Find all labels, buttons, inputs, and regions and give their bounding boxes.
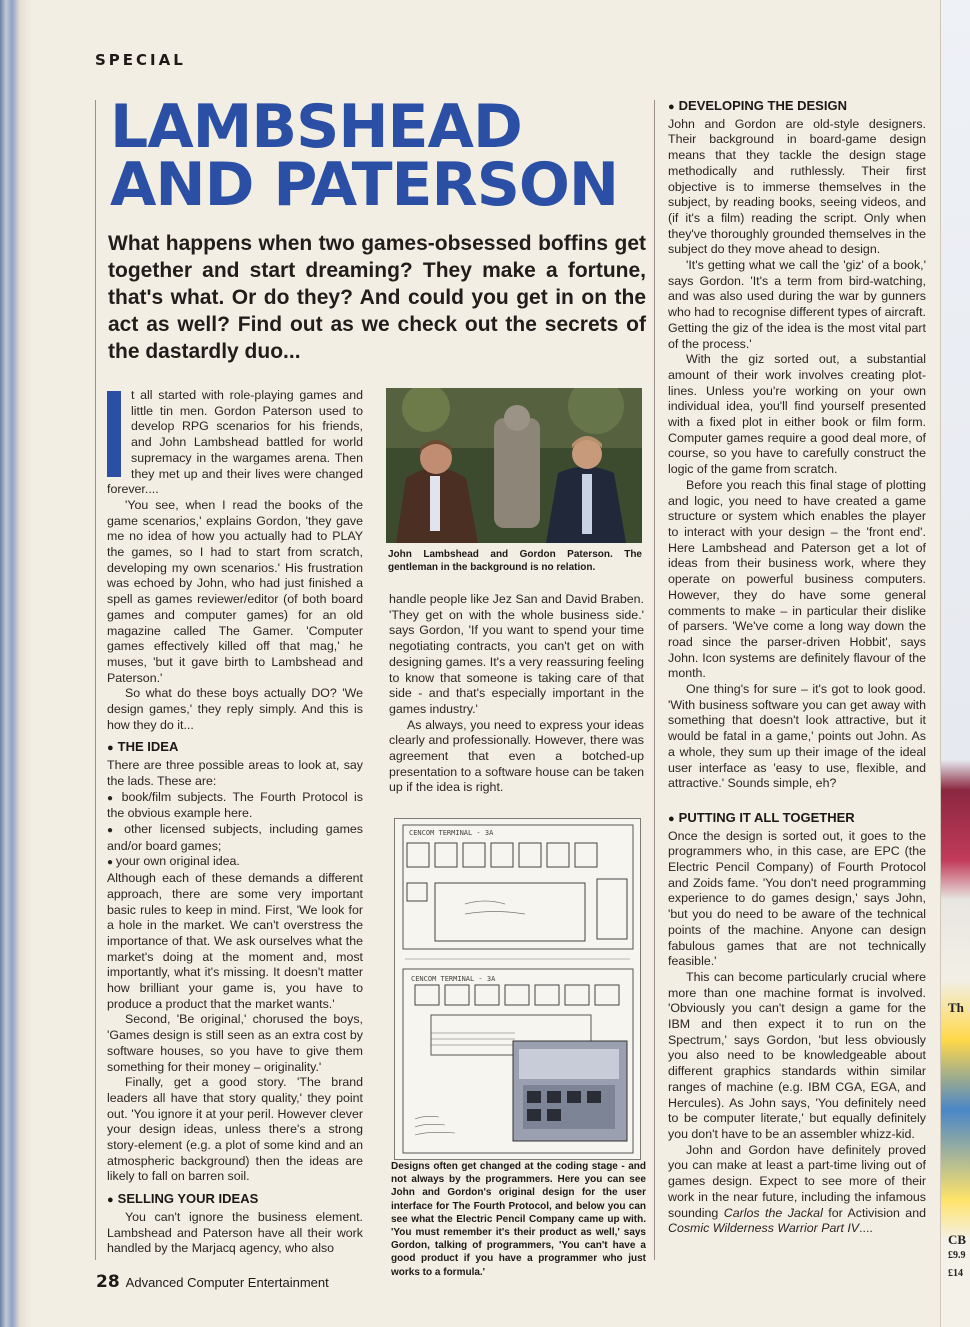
paragraph: Before you reach this final stage of plotting and logic, you need to have created a game structure or system which enables the player to interact with your design – the 'front end'. Here Lambshead and Paterson get a lot of ideas from their business work, where they operate on powerful business computers. However, they do have some general comments to make – in particular their dislike of parsers. 'We've come a long way down the road since the parser-driven Hobbit', says John. Icon systems are definitely flavour of the month. (668, 477, 926, 681)
subheading-design: ● DEVELOPING THE DESIGN (668, 98, 926, 116)
edge-text: £14 (948, 1268, 963, 1279)
standfirst: What happens when two games-obsessed boffins get together and start dreaming? They make a fortune, that's what. Or do they? And could you get in on the act as well? Find out as we check out the secrets of the dastardly duo... (108, 232, 646, 363)
game-title: Cosmic Wilderness Warrior Part IV (668, 1221, 860, 1236)
paragraph: With the giz sorted out, a substantial amount of their work involves creating plot-lines. Unless you're working on your own individual idea, you'll find yourself presented with a fixed plot in either book or film form. Computer games require a good deal more, of course, so you have to carefully construct the logic of the game from scratch. (668, 352, 926, 477)
edge-text: £9.9 (948, 1250, 966, 1261)
paragraph: This can become particularly crucial where more than one machine format is involved. 'Obviously you can't design a game for the IBM and then expect it to run on the Spectrum,' says Gordon, 'but less obviously you also need to be knowledgeable about different graphics standards within similar ranges of machine (e.g. IBM CGA, EGA, and Hercules). As John says, 'You definitely need to be computer literate,' but equally definitely you don't have to be an assembler whizz-kid. (668, 969, 926, 1141)
column-2 (389, 592, 644, 796)
headline-line: AND PATERSON (110, 150, 619, 220)
photo-caption: John Lambshead and Gordon Paterson. The gentleman in the background is no relation. (388, 549, 642, 574)
column-rule (654, 100, 655, 1260)
paragraph: Once the design is sorted out, it goes to the programmers who, in this case, are EPC (the Electric Pencil Company) of Fourth Protocol and Zoids fame. 'You don't need programming experience to do games design,' says John, 'but you do need to be aware of the technical points of the machine. Anyone can design fabulous games that are not technically feasible.' (668, 828, 926, 969)
column-1 (107, 388, 363, 1257)
sketch-label-bottom: CENCOM TERMINAL - 3A (411, 975, 496, 983)
interface-design-sketch (394, 818, 641, 1160)
paragraph: John and Gordon are old-style designers. Their background in board-game design means that they tackle the design stage methodically and ruthlessly. Their first objective is to immerse themselves in the subject, by reading books, seeing videos, and (if it's a film) reading the script. Only when they've thoroughly grounded themselves in the subject do they move ahead to design. (668, 116, 926, 257)
page-number: 28 (96, 1272, 120, 1292)
sketch-caption: Designs often get changed at the coding stage - and not always by the programmers. Here you can see John and Gordon's original design for the user interface for The Fourth Protocol, and below you can see what the Electric Pencil Company came up with. 'You must remember it's their product as well,' says Gordon, talking of programmers, 'You can't have a good product if you have a programmer who just works to a formula.' (391, 1161, 646, 1278)
list-item: ● other licensed subjects, including games and/or board games; (107, 822, 363, 854)
page-footer (96, 1272, 329, 1292)
sketch-drawing (395, 819, 640, 1159)
photo-illustration (386, 388, 642, 543)
magazine-spine (0, 0, 32, 1327)
paragraph: John and Gordon have definitely proved you can make at least a part-time living out of games design. Expect to see more of their work in the near future, including the infamous sounding Carlos the Jackal for Activision and Cosmic Wilderness Warrior Part IV.... (668, 1142, 926, 1236)
headline (110, 92, 650, 220)
section-tag: SPECIAL (95, 51, 186, 69)
paragraph: Finally, get a good story. 'The brand leaders all have that story quality,' they point out. 'You ignore it at your peril. However clever your design ideas, unless there's a strong story-element (e.g. a plot of some kind and an atmospheric background) then the ideas are likely to fall on barren soil. (107, 1075, 363, 1184)
paragraph: Second, 'Be original,' chorused the boys, 'Games design is still seen as an extra cost by software houses, so you have to give them something for their money – originality.' (107, 1012, 363, 1074)
game-title: Carlos the Jackal (723, 1205, 823, 1220)
paragraph: 'It's getting what we call the 'giz' of a book,' says Gordon. 'It's a term from bird-watching, and was also used during the war by gunners who had to recognise different types of aircraft. Getting the giz of the idea is the most vital part of the process.' (668, 258, 926, 351)
idea-list (107, 790, 363, 872)
paragraph: You can't ignore the business element. Lambshead and Paterson have all their work handled by the Marjacq agency, who also (107, 1209, 363, 1256)
list-item: ● book/film subjects. The Fourth Protocol is the obvious example here. (107, 790, 363, 822)
drop-cap (107, 391, 121, 477)
paragraph: So what do these boys actually DO? 'We design games,' they reply simply. And this is how they do it... (107, 686, 363, 732)
subheading-idea: ● THE IDEA (107, 739, 363, 757)
paragraph: One thing's for sure – it's got to look good. 'With business software you can get away with something that doesn't look attractive, but it would be fatal in a game,' points out John. As a whole, they sum up their image of the ideal user interface as 'easy to use, flexible, and attractive.' Sounds simple, eh? (668, 682, 926, 791)
subheading-selling: ● SELLING YOUR IDEAS (107, 1191, 363, 1209)
edge-text: Th (948, 1000, 964, 1015)
photo-lambshead-paterson (386, 388, 642, 543)
paragraph: handle people like Jez San and David Braben. 'They get on with the whole business side.' says Gordon, 'If you want to spend your time negotiating contracts, you can't get on with designing games. It's a very reassuring feeling to know that someone is taking care of that side - and that's especially important in the games industry.' (389, 592, 644, 716)
subheading-together: ● PUTTING IT ALL TOGETHER (668, 810, 926, 828)
edge-text: CB (948, 1232, 967, 1247)
magazine-name: Advanced Computer Entertainment (125, 1275, 329, 1290)
list-item: ● your own original idea. (107, 854, 363, 871)
headline-line: LAMBSHEAD (110, 92, 522, 162)
paragraph: As always, you need to express your ideas clearly and professionally. However, there was agreement that even a botched-up presentation to a software house can be taken up if the idea is right. (389, 717, 644, 795)
intro-paragraph: t all started with role-playing games and little tin men. Gordon Paterson used to develop RPG scenarios for his friends, and John Lambshead battled for world supremacy in the wargames arena. Then they met up and their lives were changed forever.... (107, 388, 363, 497)
next-page-edge (940, 0, 970, 1327)
paragraph: 'You see, when I read the books of the game scenarios,' explains Gordon, 'they gave me no idea of how you actually had to PLAY the games, so I had to start from scratch, developing my own scenarios.' His frustration was echoed by John, who had just finished a spell as games reviewer/editor (of both board games and computer games) for an old magazine called The Gamer. 'Computer games effectively killed off that mag,' he muses, 'but it gave birth to Lambshead and Paterson.' (107, 497, 363, 685)
column-rule (95, 100, 96, 1260)
column-3 (668, 98, 926, 1237)
sketch-label-top: CENCOM TERMINAL - 3A (409, 829, 494, 837)
paragraph: There are three possible areas to look at, say the lads. These are: (107, 758, 363, 788)
paragraph: Although each of these demands a different approach, there are some very important basic rules to keep in mind. First, 'We look for a hole in the market. We can't overstress the importance of that. We ask ourselves what the market's doing at the moment and, most importantly, what it's missing. It doesn't matter how brilliant your game is, you have to produce a product that the market wants.' (107, 871, 363, 1011)
